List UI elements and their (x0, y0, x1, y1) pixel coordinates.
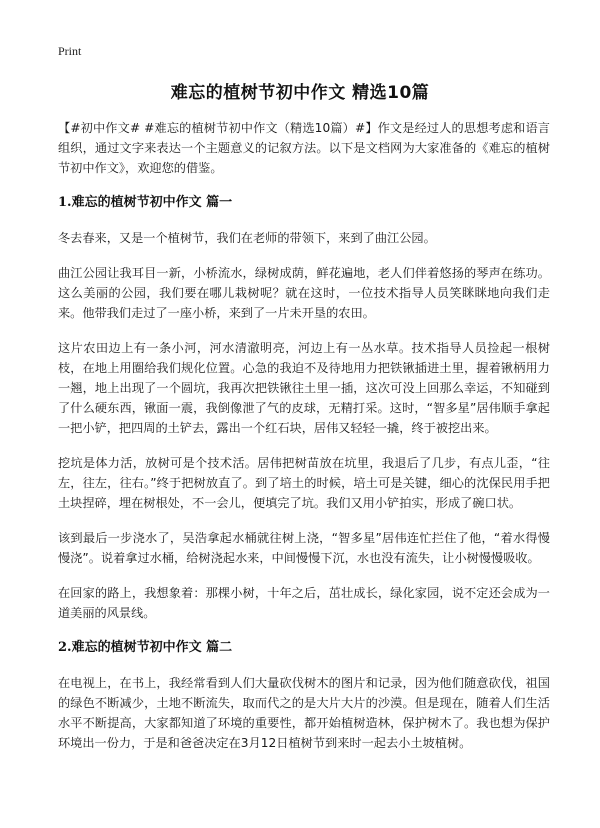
paragraph: 在电视上，在书上，我经常看到人们大量砍伐树木的图片和记录，因为他们随意砍伐，祖国的绿色不断减少，土地不断流失，取而代之的是大片大片的沙漠。但是现在，随着人们生活水平不断提高，大家都知道了环境的重要性，都开始植树造林，保护树木了。我也想为保护环境出一份力，于是和爸爸决定在3月12日植树节到来时一起去小土坡植树。 (58, 676, 550, 750)
document-title: 难忘的植树节初中作文 精选10篇 (170, 83, 430, 103)
paragraph: 曲江公园让我耳目一新，小桥流水，绿树成荫，鲜花遍地，老人们伴着悠扬的琴声在练功。这么美丽的公园，我们要在哪儿栽树呢？就在这时，一位技术指导人员笑眯眯地向我们走来。他带我们走过了一座小桥，来到了一片未开垦的农田。 (58, 266, 550, 320)
paragraph: 在回家的路上，我想象着：那棵小树，十年之后，茁壮成长，绿化家园，说不定还会成为一道美丽的风景线。 (58, 586, 550, 620)
section-heading-1: 1.难忘的植树节初中作文 篇一 (58, 195, 233, 210)
paragraph: 挖坑是体力活，放树可是个技术活。居伟把树苗放在坑里，我退后了几步，有点儿歪，“往左，往左，往右。”终于把树放直了。到了培土的时候，培土可是关键，细心的沈保民用手把土块捏碎，埋在树根处，不一会儿，便填完了坑。我们又用小铲拍实，形成了碗口状。 (58, 456, 550, 510)
paragraph: 冬去春来，又是一个植树节，我们在老师的带领下，来到了曲江公园。 (58, 231, 436, 245)
section-heading-2: 2.难忘的植树节初中作文 篇二 (58, 640, 233, 655)
intro-paragraph: 【#初中作文# #难忘的植树节初中作文（精选10篇）#】作文是经过人的思想考虑和语言组织，通过文字来表达一个主题意义的记叙方法。以下是文档网为大家准备的《难忘的植树节初中作文》，欢迎您的借鉴。 (58, 121, 550, 175)
paragraph: 这片农田边上有一条小河，河水清澈明亮，河边上有一丛水草。技术指导人员捡起一根树枝，在地上用圈给我们规化位置。心急的我迫不及待地用力把铁锹插进土里，握着锹柄用力一翘，地上出现了一个圆坑，我再次把铁锹往土里一插，这次可没上回那么幸运，不知碰到了什么硬东西，锹面一震，我倒像泄了气的皮球，无精打采。这时，“智多星”居伟顺手拿起一把小铲，把四周的土铲去，露出一个红石块，居伟又轻轻一撬，终于被挖出来。 (58, 341, 550, 435)
print-label[interactable]: Print (58, 44, 82, 58)
document-body (58, 118, 550, 768)
paragraph: 该到最后一步浇水了，吴浩拿起水桶就往树上浇，“智多星”居伟连忙拦住了他，“着水得慢慢浇”。说着拿过水桶，给树浇起水来，中间慢慢下沉，水也没有流失，让小树慢慢吸收。 (58, 531, 550, 565)
